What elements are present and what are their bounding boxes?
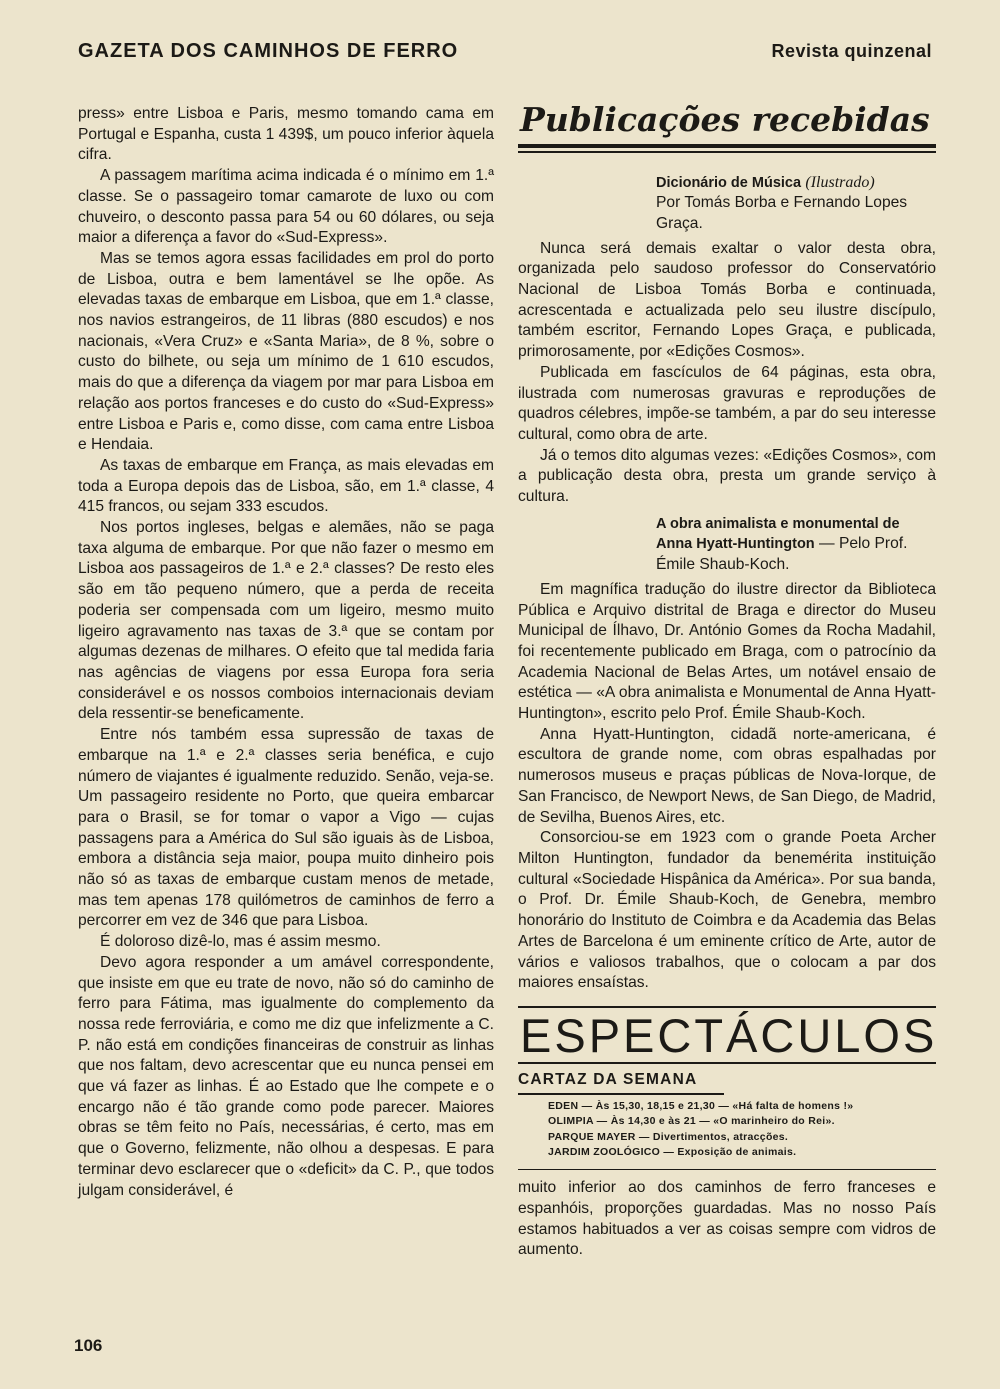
running-header: [78, 40, 932, 63]
spectacles-rule: [518, 1006, 936, 1009]
spectacle-item: JARDIM ZOOLÓGICO — Exposição de animais.: [548, 1146, 797, 1159]
spectacle-item: PARQUE MAYER — Divertimentos, atracções.: [548, 1130, 789, 1143]
section-title: Publicações recebidas: [520, 100, 930, 139]
article-paragraph: A passagem marítima acima indicada é o mínimo em 1.ª classe. Se o passageiro tomar camarote de luxo ou com chuveiro, o desconto passa para 54 ou 60 dólares, ou seja maior a diferença a favor do «Sud-Express».: [78, 167, 494, 247]
publication-subtitle: (Ilustrado): [805, 173, 875, 191]
review-paragraph: Em magnífica tradução do ilustre director da Biblioteca Pública e Arquivo distrital de Braga e director do Museu Municipal de Ílhavo, Dr. António Gomes da Rocha Madahil, foi recentemente publicado em Braga, com o patrocínio da Academia Nacional de Belas Artes, um notável ensaio de estética — «A obra animalista e Monumental de Anna Hyatt-Huntington», escrito pelo Prof. Émile Shaub-Koch.: [518, 580, 936, 723]
section-rule: [518, 144, 936, 148]
publication-title: A obra animalista e monumental de Anna Hyatt-Huntington: [656, 515, 900, 553]
publication-title: GAZETA DOS CAMINHOS DE FERRO: [78, 40, 459, 62]
spectacles-title: ESPECTÁCULOS: [520, 1009, 938, 1063]
article-paragraph: press» entre Lisboa e Paris, mesmo tomando cama em Portugal e Espanha, custa 1 439$, um pouco inferior àquela cifra.: [78, 105, 494, 164]
review-paragraph: Nunca será demais exaltar o valor desta obra, organizada pelo saudoso professor do Conservatório Nacional de Lisboa Tomás Borba e continuada, acrescentada e actualizada pelo seu ilustre discípulo, também escritor, Fernando Lopes Graça, e publicada, primorosamente, por «Edições Cosmos».: [518, 239, 936, 361]
publication-authors: Por Tomás Borba e Fernando Lopes Graça.: [656, 194, 908, 232]
article-continuation: muito inferior ao dos caminhos de ferro franceses e espanhóis, proporções guardadas. Mas no nosso País estamos habituados a ver as coisas sempre com vidros de aumento.: [518, 1179, 936, 1259]
publication-frequency: Revista quinzenal: [771, 41, 932, 61]
publication-entry-heading: [518, 173, 936, 235]
article-paragraph: Entre nós também essa supressão de taxas de embarque na 1.ª e 2.ª classes seria benéfica, e cujo número de viajantes é igualmente reduzido. Senão, veja-se. Um passageiro residente no Porto, que queira embarcar para o Brasil, se for tomar o vapor a Vigo — cujas passagens para a América do Sul são iguais às de Lisboa, embora a distância seja maior, poupa muito dinheiro pois não só as taxas de embarque custam menos de metade, mas tem apenas 178 quilómetros de caminhos de ferro a percorrer em vez de 346 que para Lisboa.: [78, 726, 494, 930]
review-paragraph: Publicada em fascículos de 64 páginas, esta obra, ilustrada com numerosas gravuras e reproduções de quadros célebres, impõe-se também, a par do seu interesse cultural, como obra de arte.: [518, 363, 936, 443]
article-paragraph: Nos portos ingleses, belgas e alemães, não se paga taxa alguma de embarque. Por que não fazer o mesmo em Lisboa aos passageiros de 1.ª e 2.ª classes? De resto eles são em tão pequeno número, que a perda de receita poderia ser compensada com um ligeiro, mesmo muito ligeiro agravamento nas taxas de 3.ª que se contam por algumas dezenas de milhares. O efeito que tal medida faria nas agências de viagens por essa Europa fora seria considerável e os nossos comboios internacionais deviam dela ressentir-se beneficamente.: [78, 519, 494, 723]
review-paragraph: Anna Hyatt-Huntington, cidadã norte-americana, é escultora de grande nome, com obras espalhadas por numerosos museus e praças públicas de Nova-Iorque, de San Francisco, de Newport News, de San Diego, de Madrid, de Sevilha, Buenos Aires, etc.: [518, 725, 936, 826]
article-paragraph: As taxas de embarque em França, as mais elevadas em toda a Europa depois das de Lisboa, são, em 1.ª classe, 4 415 francos, ou sejam 333 escudos.: [78, 456, 494, 516]
left-column: [78, 104, 494, 1201]
spectacles-rule: [518, 1093, 724, 1095]
spectacles-rule: [518, 1169, 936, 1171]
spectacles-box: [518, 1006, 936, 1170]
spectacle-item: EDEN — Às 15,30, 18,15 e 21,30 — «Há falta de homens !»: [548, 1099, 854, 1112]
article-paragraph: Devo agora responder a um amável correspondente, que insiste em que eu trate de novo, não só do caminho de ferro para Fátima, mas igualmente do complemento da nossa rede ferroviária, e como me diz que infelizmente a C. P. não está em condições financeiras de construir as linhas que nos faltam, devo acrescentar que eu nunca pensei em que vá fazer as linhas. É ao Estado que lhe compete e o encargo não é tão grande como pode parecer. Maiores obras se têm feito no País, necessárias, é certo, mas em que o Governo, felizmente, não olhou a despesas. E para terminar devo esclarecer que o «deficit» da C. P., que todos julgam considerável, é: [78, 953, 494, 1199]
spectacle-item: OLIMPIA — Às 14,30 e às 21 — «O marinheiro do Rei».: [548, 1115, 835, 1128]
publication-authors: — Pelo Prof. Émile Shaub-Koch.: [656, 535, 908, 574]
article-paragraph: É doloroso dizê-lo, mas é assim mesmo.: [100, 933, 381, 951]
publication-entry-heading: [518, 514, 936, 576]
right-column: [518, 98, 936, 1261]
publication-title: Dicionário de Música: [656, 174, 802, 191]
spectacles-subtitle: CARTAZ DA SEMANA: [518, 1071, 698, 1089]
section-rule: [518, 151, 936, 153]
review-paragraph: Já o temos dito algumas vezes: «Edições Cosmos», com a publicação desta obra, presta um grande serviço à cultura.: [518, 446, 936, 506]
page-number: 106: [74, 1336, 103, 1355]
spectacles-rule: [518, 1062, 936, 1064]
article-paragraph: Mas se temos agora essas facilidades em prol do porto de Lisboa, outra e bem lamentável se lhe opõe. As elevadas taxas de embarque em Lisboa, que em 1.ª classe, nos navios estrangeiros, de 11 libras (880 escudos) e nos nacionais, «Vera Cruz» e «Santa Maria», de 8 %, sobre o custo do bilhete, ou seja um mínimo de 1 610 escudos, mais do que a diferença da viagem por mar para Lisboa em relação aos portos franceses e do custo do «Sud-Express» entre Lisboa e Paris e, como disse, com cama entre Lisboa e Hendaia.: [78, 249, 494, 454]
review-paragraph: Consorciou-se em 1923 com o grande Poeta Archer Milton Huntington, fundador da benemérita instituição cultural «Sociedade Hispânica da América». Por sua banda, o Prof. Dr. Émile Shaub-Koch, de Genebra, membro honorário do Instituto de Coimbra e da Academia das Belas Artes de Barcelona é um eminente crítico de Arte, autor de vários e valiosos trabalhos, que o colocam a par dos maiores ensaístas.: [518, 829, 936, 992]
spectacles-list: [548, 1099, 936, 1161]
